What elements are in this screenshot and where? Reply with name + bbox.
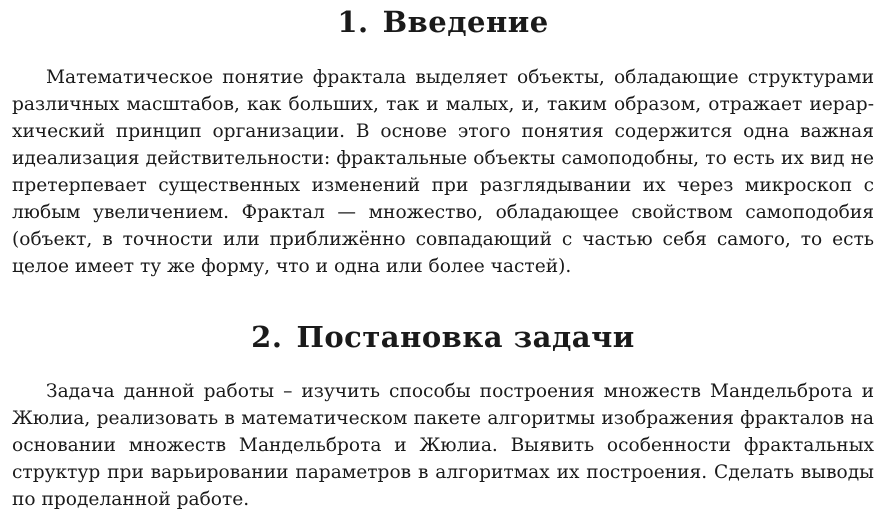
section-heading-problem-statement <box>12 315 874 359</box>
section-number: 2. <box>251 320 283 354</box>
introduction-paragraph: Математическое понятие фрактала выделяет объекты, обладающие структурами различных масштабов, как больших, так и малых, и, таким образом, отражает иерархический принцип организации. В основе этого понятия содержится одна важная идеализация действительности: фрактальные объекты самоподобны, то есть их вид не претерпевает существенных изменений при разглядывании их через микроскоп с любым увеличением. Фрактал — множество, обладающее свойством самоподобия (объект, в точности или приближённо совпадающий с частью себя самого, то есть целое имеет ту же форму, что и одна или более частей). <box>12 67 874 277</box>
document-page <box>12 0 874 513</box>
problem-statement-paragraph: Задача данной работы – изучить способы построения множеств Мандельброта и Жюлиа, реализовать в математическом пакете алгоритмы изображения фракталов на основании множеств Мандельброта и Жюлиа. Выявить особенности фрактальных структур при варьировании параметров в алгоритмах их построения. Сделать выводы по проделанной работе. <box>12 381 874 510</box>
section-title: Введение <box>382 5 549 39</box>
section-heading-introduction <box>12 0 874 44</box>
section-title: Постановка задачи <box>296 320 635 354</box>
section-number: 1. <box>337 5 369 39</box>
